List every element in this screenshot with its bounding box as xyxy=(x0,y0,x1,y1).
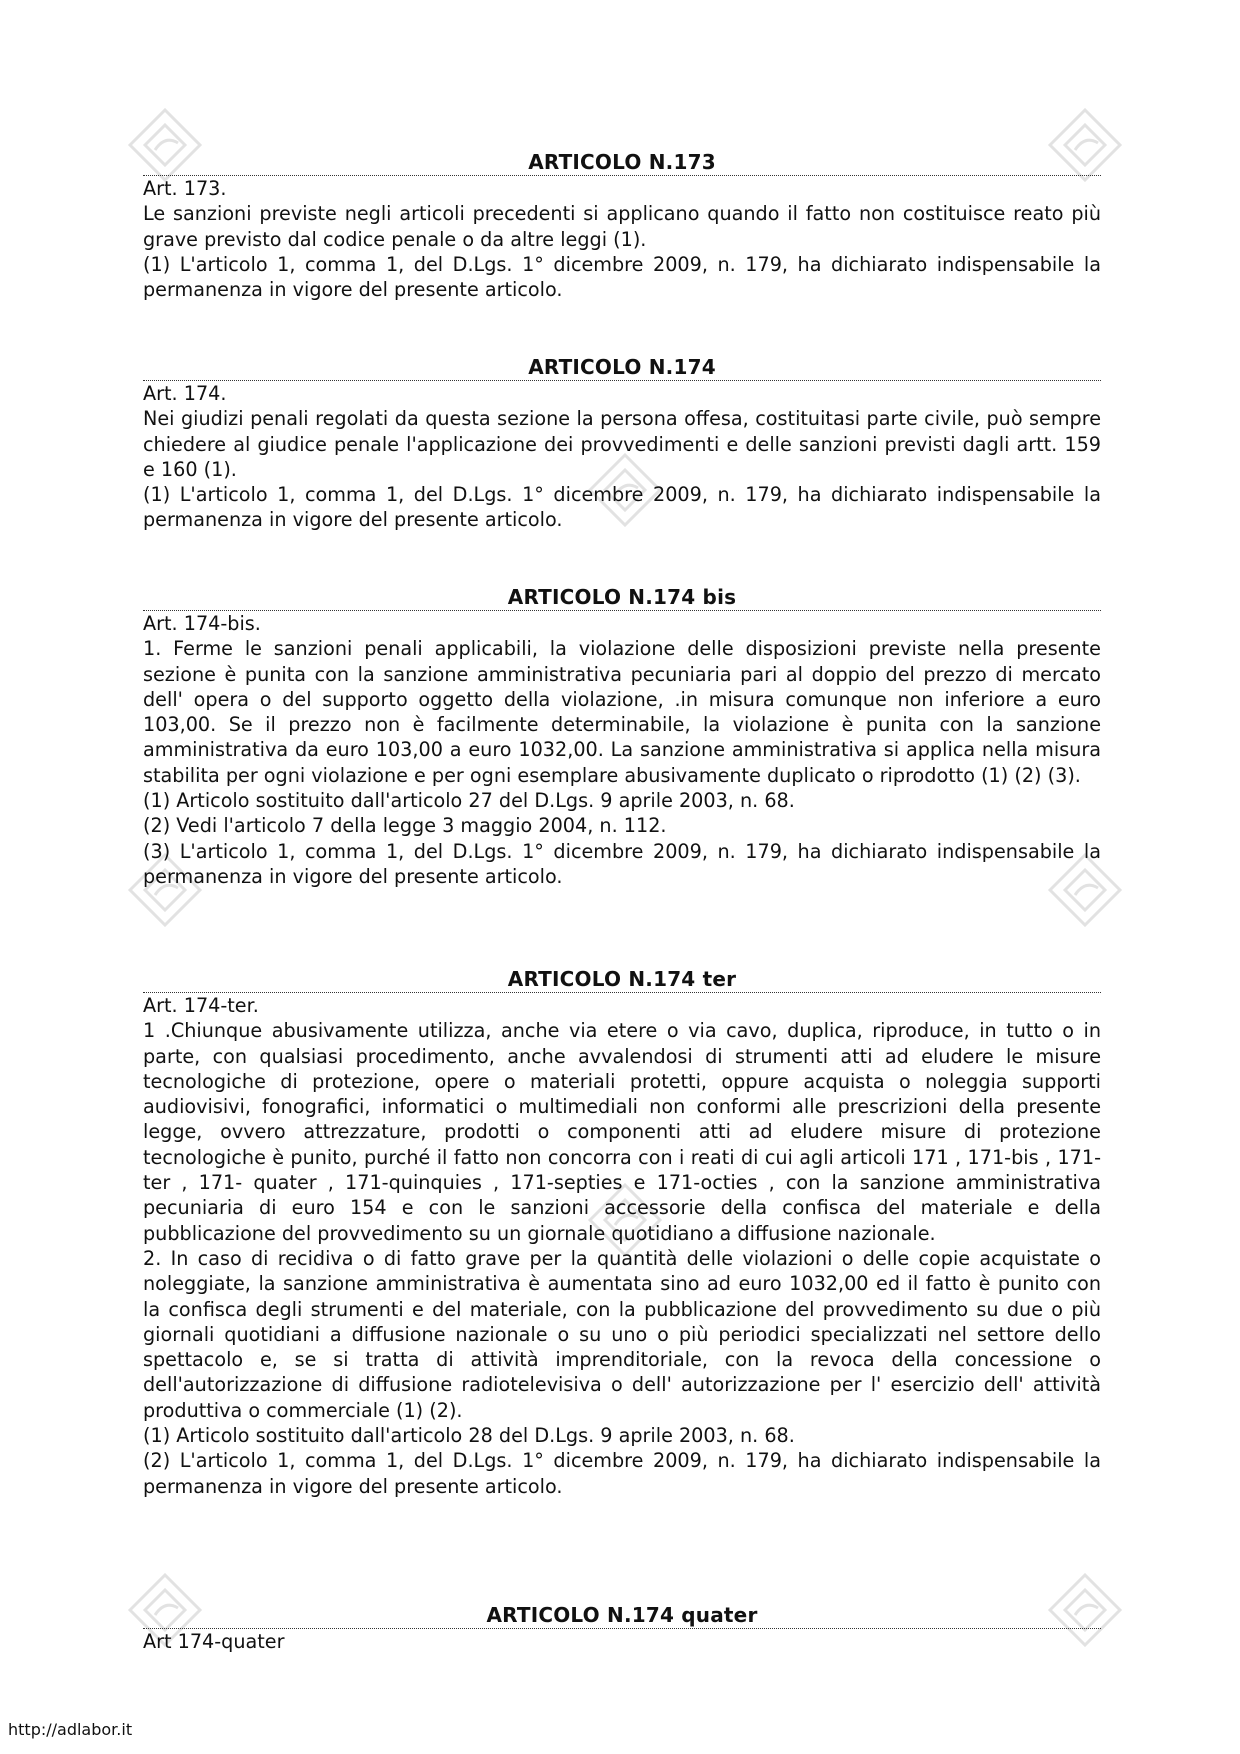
footer-url: http://adlabor.it xyxy=(8,1720,133,1739)
article-title: ARTICOLO N.174 quater xyxy=(143,1603,1101,1629)
article-174-ter xyxy=(143,967,1101,1499)
article-body xyxy=(143,611,1101,889)
article-note: (1) Articolo sostituito dall'articolo 28 del D.Lgs. 9 aprile 2003, n. 68. xyxy=(143,1424,795,1448)
article-note: (1) L'articolo 1, comma 1, del D.Lgs. 1° dicembre 2009, n. 179, ha dichiarato indispensabile la permanenza in vigore del presente articolo. xyxy=(143,252,1101,302)
article-title: ARTICOLO N.174 ter xyxy=(143,967,1101,993)
article-heading: Art. 174. xyxy=(143,382,227,405)
article-heading: Art 174-quater xyxy=(143,1630,285,1653)
article-body xyxy=(143,176,1101,302)
article-note: (3) L'articolo 1, comma 1, del D.Lgs. 1° dicembre 2009, n. 179, ha dichiarato indispensabile la permanenza in vigore del presente articolo. xyxy=(143,839,1101,888)
article-title: ARTICOLO N.174 bis xyxy=(143,585,1101,611)
article-title: ARTICOLO N.174 xyxy=(143,355,1101,381)
article-paragraph: 1 .Chiunque abusivamente utilizza, anche via etere o via cavo, duplica, riproduce, in tutto o in parte, con qualsiasi procedimento, anche avvalendosi di strumenti atti ad eludere le misure tecnologiche di protezione, opere o materiali protetti, oppure acquista o noleggia supporti audiovisivi, fonografici, informatici o multimediali non conformi alle prescrizioni della presente legge, ovvero attrezzature, prodotti o componenti atti ad eludere misure di protezione tecnologiche è punito, purché il fatto non concorra con i reati di cui agli articoli 171 , 171-bis , 171-ter , 171- quater , 171-quinquies , 171-septies e 171-octies , con la sanzione amministrativa pecuniaria di euro 154 e con le sanzioni accessorie della confisca del materiale e della pubblicazione del provvedimento su un giornale quotidiano a diffusione nazionale. xyxy=(143,1019,1101,1245)
article-note: (2) Vedi l'articolo 7 della legge 3 maggio 2004, n. 112. xyxy=(143,814,667,838)
article-paragraph: 2. In caso di recidiva o di fatto grave per la quantità delle violazioni o delle copie acquistate o noleggiate, la sanzione amministrativa è aumentata sino ad euro 1032,00 ed il fatto è punito con la confisca degli strumenti e del materiale, con la pubblicazione del provvedimento su due o più giornali quotidiani a diffusione nazionale o su uno o più periodici specializzati nel settore dello spettacolo e, se si tratta di attività imprenditoriale, con la revoca della concessione o dell'autorizzazione di diffusione radiotelevisiva o dell' autorizzazione per l' esercizio dell' attività produttiva o commerciale (1) (2). xyxy=(143,1246,1101,1422)
article-title: ARTICOLO N.173 xyxy=(143,150,1101,176)
article-heading: Art. 174-ter. xyxy=(143,994,259,1017)
article-174-bis xyxy=(143,585,1101,889)
article-174 xyxy=(143,355,1101,533)
article-body xyxy=(143,381,1101,533)
article-174-quater xyxy=(143,1603,1101,1654)
article-body xyxy=(143,993,1101,1499)
article-heading: Art. 174-bis. xyxy=(143,612,261,635)
article-173 xyxy=(143,150,1101,302)
article-paragraph: Nei giudizi penali regolati da questa sezione la persona offesa, costituitasi parte civile, può sempre chiedere al giudice penale l'applicazione dei provvedimenti e delle sanzioni previsti dagli artt. 159 e 160 (1). xyxy=(143,407,1101,481)
article-note: (2) L'articolo 1, comma 1, del D.Lgs. 1° dicembre 2009, n. 179, ha dichiarato indispensabile la permanenza in vigore del presente articolo. xyxy=(143,1449,1101,1498)
article-paragraph: 1. Ferme le sanzioni penali applicabili, la violazione delle disposizioni previste nella presente sezione è punita con la sanzione amministrativa pecuniaria pari al doppio del prezzo di mercato dell' opera o del supporto oggetto della violazione, .in misura comunque non inferiore a euro 103,00. Se il prezzo non è facilmente determinabile, la violazione è punita con la sanzione amministrativa da euro 103,00 a euro 1032,00. La sanzione amministrativa si applica nella misura stabilita per ogni violazione e per ogni esemplare abusivamente duplicato o riprodotto (1) (2) (3). xyxy=(143,637,1101,787)
article-note: (1) L'articolo 1, comma 1, del D.Lgs. 1° dicembre 2009, n. 179, ha dichiarato indispensabile la permanenza in vigore del presente articolo. xyxy=(143,483,1101,532)
article-note: (1) Articolo sostituito dall'articolo 27 del D.Lgs. 9 aprile 2003, n. 68. xyxy=(143,789,795,813)
article-paragraph: Le sanzioni previste negli articoli precedenti si applicano quando il fatto non costituisce reato più grave previsto dal codice penale o da altre leggi (1). xyxy=(143,202,1101,251)
article-body xyxy=(143,1629,1101,1654)
article-heading: Art. 173. xyxy=(143,177,227,200)
